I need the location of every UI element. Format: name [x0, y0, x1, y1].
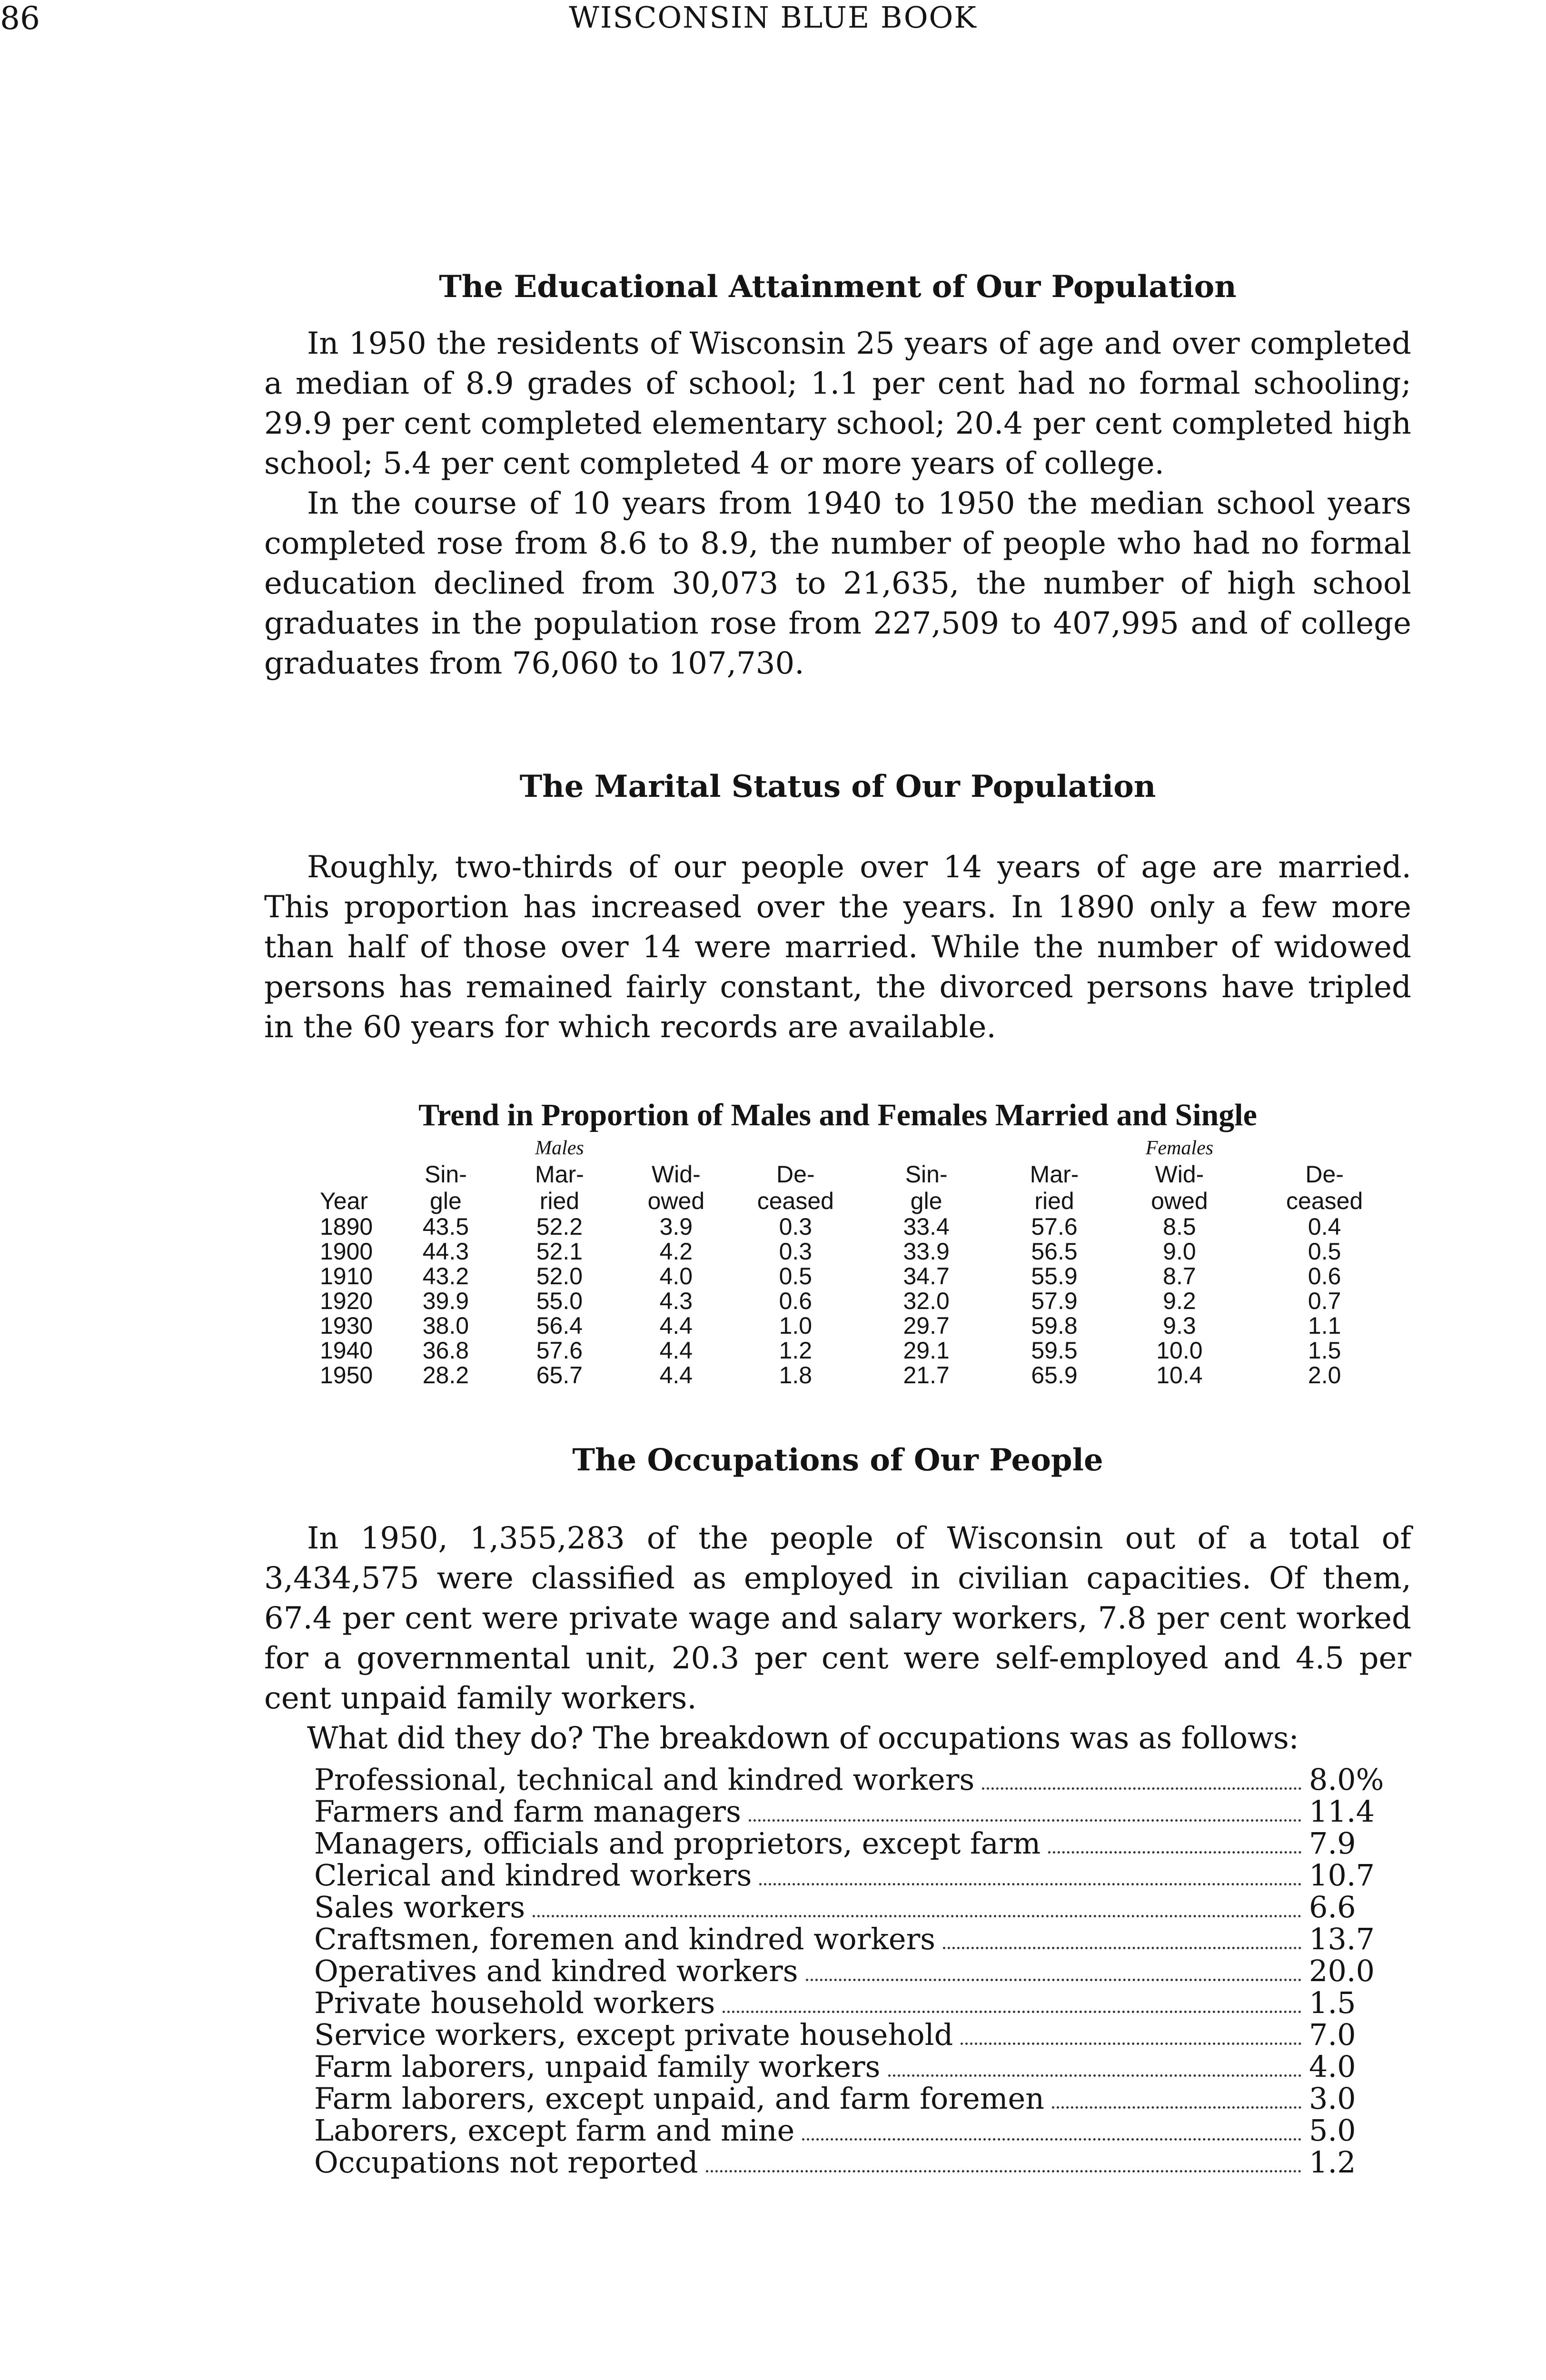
occupation-percent: 13.7: [1309, 1922, 1375, 1956]
occupation-percent: 7.9: [1309, 1826, 1356, 1861]
value-cell: 52.0: [536, 1263, 583, 1289]
occupation-row: [314, 2019, 1380, 2051]
dot-leader: [533, 1915, 1301, 1917]
table-row: [267, 1289, 1404, 1313]
table-body: [267, 1214, 1404, 1388]
value-cell: 4.4: [659, 1337, 693, 1364]
occupation-percent: 5.0: [1309, 2113, 1356, 2148]
year-cell: 1940: [320, 1337, 373, 1364]
value-cell: 43.2: [422, 1263, 469, 1289]
occupation-percent: 8.0%: [1309, 1762, 1384, 1797]
marital-heading: The Marital Status of Our Population: [519, 769, 1156, 804]
col-top: De-: [1305, 1161, 1344, 1188]
value-cell: 0.4: [1308, 1213, 1341, 1240]
occupation-label: Farm laborers, unpaid family workers: [314, 2049, 881, 2084]
occupation-label: Sales workers: [314, 1890, 525, 1924]
running-title: WISCONSIN BLUE BOOK: [569, 0, 977, 35]
occupation-label: Service workers, except private household: [314, 2017, 953, 2052]
value-cell: 57.6: [1031, 1213, 1078, 1240]
value-cell: 9.2: [1163, 1288, 1196, 1314]
occupation-label: Managers, officials and proprietors, except farm: [314, 1826, 1041, 1861]
occupation-percent: 10.7: [1309, 1858, 1375, 1893]
year-cell: 1930: [320, 1312, 373, 1339]
marital-text: [264, 847, 1411, 1047]
occupation-row: [314, 2051, 1380, 2082]
table-row: [267, 1264, 1404, 1289]
females-group-label: Females: [1145, 1137, 1214, 1159]
value-cell: 52.1: [536, 1238, 583, 1265]
value-cell: 0.6: [1308, 1263, 1341, 1289]
occupations-paragraph-1: In 1950, 1,355,283 of the people of Wisconsin out of a total of 3,434,575 were classified as employed in civilian capacities. Of them, 67.4 per cent were private wage and salary workers, 7.8 per cent worked for a governmental unit, 20.3 per cent were self-employed and 4.5 per cent unpaid family workers.: [264, 1521, 1411, 1716]
dot-leader: [1048, 1851, 1301, 1854]
value-cell: 38.0: [422, 1312, 469, 1339]
occupation-row: [314, 1987, 1380, 2019]
value-cell: 57.6: [536, 1337, 583, 1364]
table-row: [267, 1338, 1404, 1363]
education-paragraph-2: In the course of 10 years from 1940 to 1950 the median school years completed rose from 8.6 to 8.9, the number of people who had no formal education declined from 30,073 to 21,635, the number of high school graduates in the population rose from 227,509 to 407,995 and of college graduates from 76,060 to 107,730.: [264, 486, 1411, 681]
occupation-label: Laborers, except farm and mine: [314, 2113, 795, 2148]
marital-trend-table: [267, 1135, 1404, 1388]
value-cell: 10.0: [1156, 1337, 1203, 1364]
value-cell: 1.8: [779, 1362, 813, 1388]
dot-leader: [961, 2043, 1301, 2045]
value-cell: 4.3: [659, 1288, 693, 1314]
col-top: De-: [776, 1161, 815, 1188]
occupation-label: Professional, technical and kindred workers: [314, 1762, 975, 1797]
occupations-paragraph-2: What did they do? The breakdown of occupations was as follows:: [307, 1721, 1299, 1756]
occupation-percent: 4.0: [1309, 2049, 1356, 2084]
dot-leader: [943, 1947, 1301, 1949]
value-cell: 4.0: [659, 1263, 693, 1289]
col-top: Sin-: [424, 1161, 467, 1188]
value-cell: 57.9: [1031, 1288, 1078, 1314]
col-bottom: owed: [647, 1188, 705, 1214]
value-cell: 1.0: [779, 1312, 813, 1339]
value-cell: 10.4: [1156, 1362, 1203, 1388]
education-heading: The Educational Attainment of Our Population: [439, 269, 1237, 305]
value-cell: 33.9: [903, 1238, 950, 1265]
value-cell: 0.3: [779, 1213, 813, 1240]
value-cell: 4.2: [659, 1238, 693, 1265]
value-cell: 9.3: [1163, 1312, 1196, 1339]
table-row: [267, 1313, 1404, 1338]
occupation-percent: 3.0: [1309, 2081, 1356, 2116]
value-cell: 1.2: [779, 1337, 813, 1364]
table-row: [267, 1214, 1404, 1239]
value-cell: 1.1: [1308, 1312, 1341, 1339]
males-group-label: Males: [535, 1137, 584, 1159]
occupation-label: Farm laborers, except unpaid, and farm foremen: [314, 2081, 1045, 2116]
occupation-row: [314, 1859, 1380, 1891]
table-row: [267, 1239, 1404, 1264]
value-cell: 36.8: [422, 1337, 469, 1364]
value-cell: 0.6: [779, 1288, 813, 1314]
table-title: Trend in Proportion of Males and Females Married and Single: [418, 1098, 1257, 1132]
value-cell: 55.0: [536, 1288, 583, 1314]
marital-paragraph-1: Roughly, two-thirds of our people over 14 years of age are married. This proportion has increased over the years. In 1890 only a few more than half of those over 14 were married. While the number of widowed persons has remained fairly constant, the divorced persons have tripled in the 60 years for which records are available.: [264, 850, 1411, 1045]
col-bottom: ried: [1034, 1188, 1074, 1214]
value-cell: 28.2: [422, 1362, 469, 1388]
value-cell: 29.7: [903, 1312, 950, 1339]
col-bottom: gle: [430, 1188, 462, 1214]
occupation-label: Farmers and farm managers: [314, 1794, 741, 1829]
value-cell: 8.7: [1163, 1263, 1196, 1289]
occupation-percent: 7.0: [1309, 2017, 1356, 2052]
dot-leader: [723, 2011, 1301, 2013]
dot-leader: [1052, 2106, 1301, 2109]
value-cell: 59.5: [1031, 1337, 1078, 1364]
col-top: Mar-: [1030, 1161, 1079, 1188]
col-bottom: owed: [1151, 1188, 1208, 1214]
education-paragraph-1: In 1950 the residents of Wisconsin 25 years of age and over completed a median of 8.9 grades of school; 1.1 per cent had no formal schooling; 29.9 per cent completed elementary school; 20.4 per cent completed high school; 5.4 per cent completed 4 or more years of college.: [264, 326, 1411, 481]
col-top: Mar-: [535, 1161, 584, 1188]
occupation-percent: 20.0: [1309, 1954, 1375, 1988]
year-cell: 1900: [320, 1238, 373, 1265]
value-cell: 44.3: [422, 1238, 469, 1265]
occupation-list: [314, 1762, 1384, 2180]
value-cell: 8.5: [1163, 1213, 1196, 1240]
col-top: Wid-: [651, 1161, 701, 1188]
value-cell: 0.7: [1308, 1288, 1341, 1314]
year-cell: 1890: [320, 1213, 373, 1240]
occupation-row: [314, 2082, 1380, 2114]
value-cell: 0.3: [779, 1238, 813, 1265]
dot-leader: [706, 2170, 1301, 2172]
occupations-text: [264, 1518, 1411, 1758]
occupation-row: [314, 1923, 1380, 1955]
value-cell: 65.9: [1031, 1362, 1078, 1388]
year-cell: 1910: [320, 1263, 373, 1289]
value-cell: 39.9: [422, 1288, 469, 1314]
value-cell: 4.4: [659, 1312, 693, 1339]
occupation-row: [314, 1955, 1380, 1987]
value-cell: 56.5: [1031, 1238, 1078, 1265]
occupation-label: Craftsmen, foremen and kindred workers: [314, 1922, 936, 1956]
col-bottom: ceased: [757, 1188, 834, 1214]
occupation-row: [314, 1762, 1384, 1797]
value-cell: 29.1: [903, 1337, 950, 1364]
year-cell: 1950: [320, 1362, 373, 1388]
value-cell: 52.2: [536, 1213, 583, 1240]
dot-leader: [802, 2138, 1301, 2141]
value-cell: 65.7: [536, 1362, 583, 1388]
occupation-label: Clerical and kindred workers: [314, 1858, 752, 1893]
value-cell: 9.0: [1163, 1238, 1196, 1265]
occupation-label: Operatives and kindred workers: [314, 1954, 798, 1988]
value-cell: 43.5: [422, 1213, 469, 1240]
occupation-row: [314, 2114, 1380, 2146]
value-cell: 34.7: [903, 1263, 950, 1289]
value-cell: 1.5: [1308, 1337, 1341, 1364]
value-cell: 56.4: [536, 1312, 583, 1339]
occupation-row: [314, 1827, 1380, 1859]
table-row: [267, 1363, 1404, 1388]
page-header: [0, 0, 1109, 48]
value-cell: 21.7: [903, 1362, 950, 1388]
col-bottom: gle: [910, 1188, 942, 1214]
dot-leader: [806, 1979, 1301, 1981]
col-bottom: ceased: [1286, 1188, 1363, 1214]
occupation-percent: 11.4: [1309, 1794, 1375, 1829]
occupation-percent: 1.2: [1309, 2145, 1356, 2180]
dot-leader: [749, 1819, 1301, 1822]
occupation-label: Occupations not reported: [314, 2145, 698, 2180]
value-cell: 4.4: [659, 1362, 693, 1388]
occupation-row: [314, 2146, 1380, 2178]
value-cell: 0.5: [779, 1263, 813, 1289]
occupation-row: [314, 1795, 1380, 1827]
col-top: Sin-: [905, 1161, 948, 1188]
occupation-percent: 6.6: [1309, 1890, 1356, 1924]
col-bottom: ried: [539, 1188, 580, 1214]
value-cell: 2.0: [1308, 1362, 1341, 1388]
value-cell: 32.0: [903, 1288, 950, 1314]
occupation-label: Private household workers: [314, 1985, 715, 2020]
value-cell: 3.9: [659, 1213, 693, 1240]
col-year: Year: [320, 1188, 368, 1214]
dot-leader: [759, 1883, 1301, 1885]
occupations-heading: The Occupations of Our People: [572, 1442, 1103, 1478]
value-cell: 0.5: [1308, 1238, 1341, 1265]
occupation-percent: 1.5: [1309, 1985, 1356, 2020]
value-cell: 55.9: [1031, 1263, 1078, 1289]
occupation-row: [314, 1891, 1380, 1923]
col-top: Wid-: [1155, 1161, 1204, 1188]
dot-leader: [982, 1787, 1301, 1790]
education-text: [264, 324, 1411, 684]
dot-leader: [888, 2074, 1301, 2077]
value-cell: 33.4: [903, 1213, 950, 1240]
value-cell: 59.8: [1031, 1312, 1078, 1339]
year-cell: 1920: [320, 1288, 373, 1314]
page-number: 86: [0, 0, 40, 37]
